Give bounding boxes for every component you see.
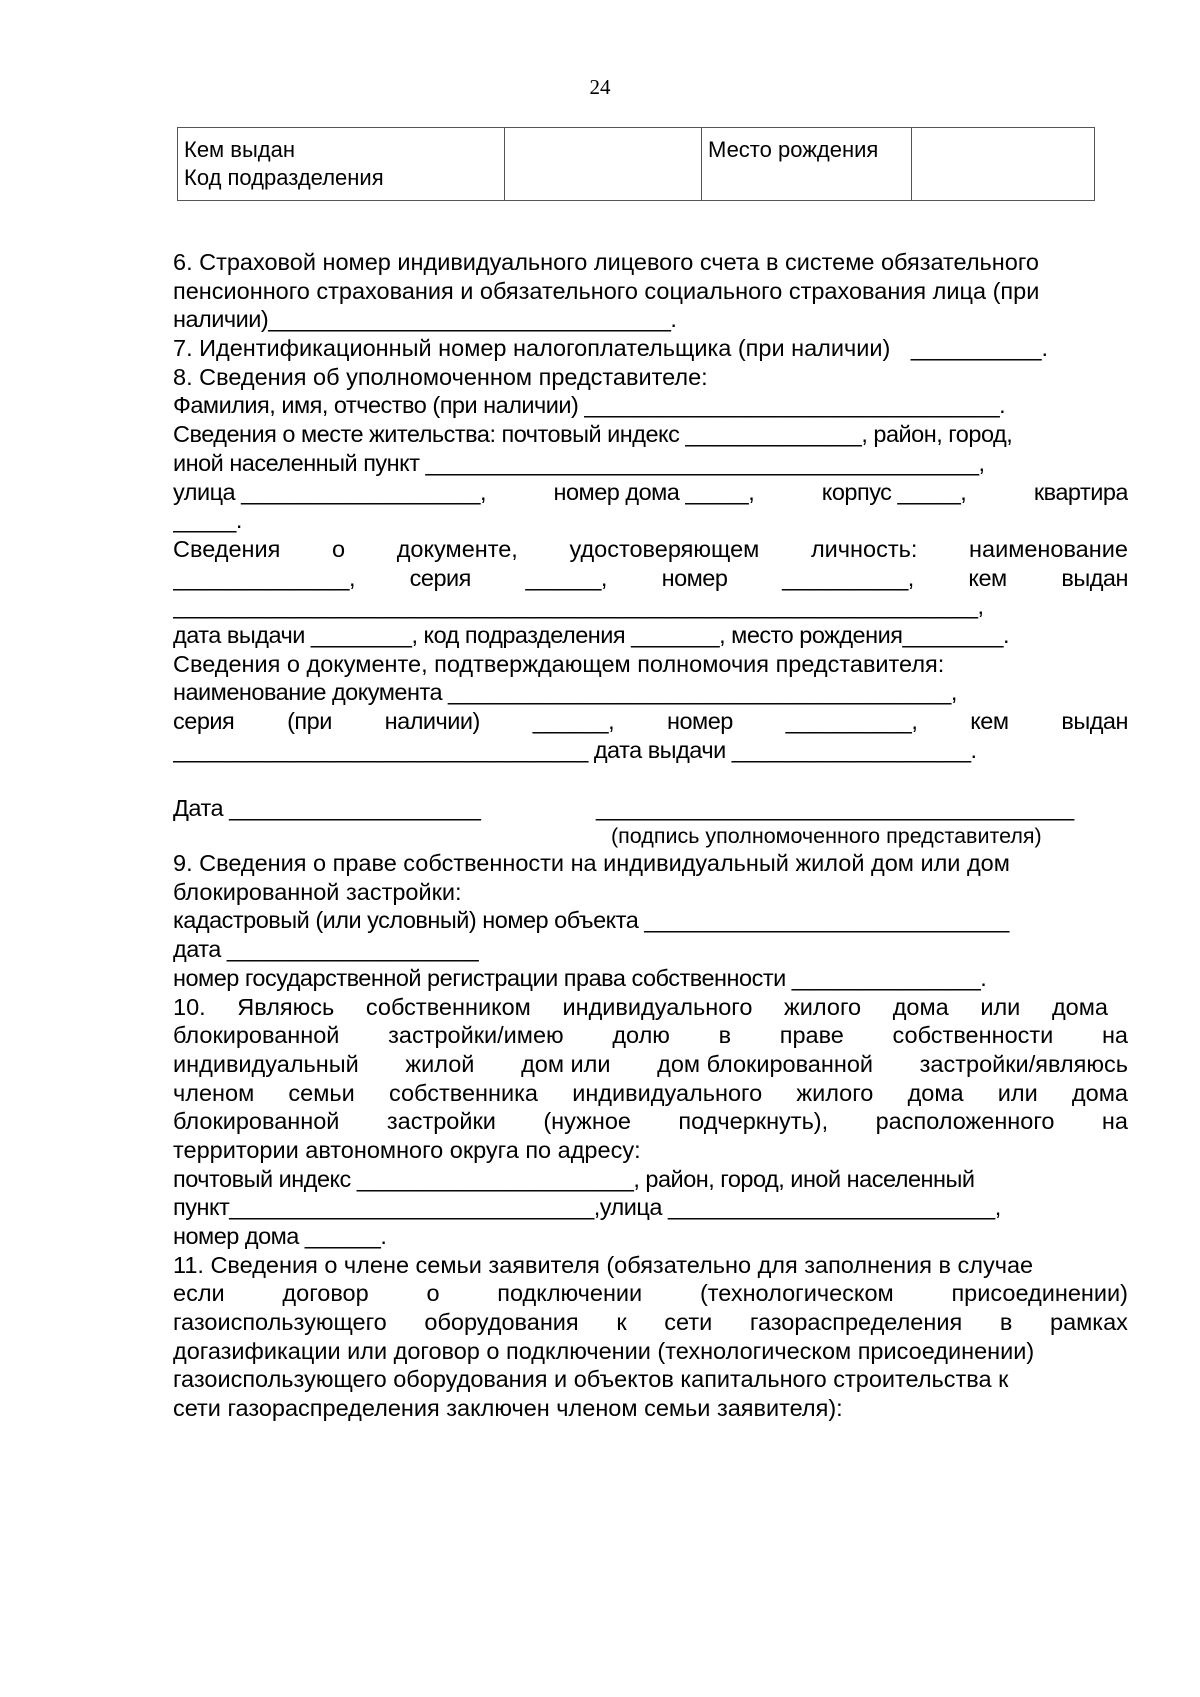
apartment-field[interactable]: _____. (173, 507, 242, 534)
word: присоединении) (951, 1280, 1128, 1307)
application-form-body (173, 248, 1148, 1423)
doc-issue-details-line[interactable]: дата выдачи ________, код подразделения _______, место рождения________. (173, 621, 1010, 648)
section-11-line: догазификации или договор о подключении (технологическом присоединении) (173, 1337, 1035, 1364)
apartment-label: квартира (1033, 478, 1128, 505)
word: подчеркнуть), (678, 1108, 829, 1135)
word: или (997, 1079, 1038, 1106)
word: рамках (1050, 1309, 1128, 1336)
word: договор (282, 1280, 369, 1307)
birthplace-value-cell[interactable] (912, 128, 1095, 201)
word: о (426, 1280, 440, 1307)
word: (технологическом (699, 1280, 894, 1307)
word: серия (173, 708, 235, 734)
word: праве (779, 1022, 844, 1049)
word: дома (907, 1079, 964, 1106)
word: семьи (288, 1079, 355, 1106)
authority-issue-line[interactable]: _________________________________ дата выдачи ___________________. (173, 736, 977, 763)
snils-field[interactable]: наличии)________________________________. (173, 306, 677, 333)
passport-details-table (177, 127, 1095, 201)
word: индивидуального (562, 993, 753, 1020)
word: выдан (1061, 564, 1128, 591)
word: дома (1071, 1079, 1128, 1106)
inn-label: 7. Идентификационный номер налогоплательщика (при наличии) (173, 335, 891, 362)
word: блокированной (173, 1108, 340, 1135)
property-house-number-field[interactable]: номер дома ______. (173, 1223, 387, 1249)
representative-address-line[interactable]: Сведения о месте жительства: почтовый индекс ______________, район, город, (173, 421, 1013, 448)
doc-series-field[interactable]: ______, (525, 564, 607, 591)
word: или (980, 993, 1021, 1020)
word: жилой (405, 1050, 475, 1077)
word: наименование (969, 535, 1128, 562)
word: к (616, 1309, 627, 1336)
section-8-representative (173, 363, 1148, 849)
word: собственности (892, 1022, 1054, 1049)
signature-field[interactable]: ______________________________________ (596, 795, 1074, 822)
word: о (332, 535, 346, 562)
section-10-line (173, 1107, 1128, 1136)
issued-by-value-cell[interactable] (505, 128, 702, 201)
division-code-label: Код подразделения (184, 165, 384, 190)
inn-field[interactable]: __________. (910, 335, 1049, 362)
street-field[interactable]: улица ___________________, (173, 478, 486, 505)
section-11-line: 11. Сведения о члене семьи заявителя (обязательно для заполнения в случае (173, 1251, 1034, 1278)
identity-doc-line (173, 535, 1128, 564)
word: газораспределения (749, 1309, 963, 1336)
word: застройки (386, 1108, 496, 1135)
word: членом (173, 1079, 255, 1106)
word: кем (968, 564, 1007, 591)
authority-series-field[interactable]: ______, (532, 708, 615, 734)
word: удостоверяющем (569, 535, 760, 562)
section-11-line (173, 1308, 1128, 1337)
issued-by-cell (178, 128, 505, 201)
word: (нужное (543, 1108, 631, 1135)
section-9-ownership (173, 849, 1148, 992)
word: Сведения (173, 535, 281, 562)
section-11-line: сети газораспределения заключен членом семьи заявителя): (173, 1395, 843, 1422)
word: индивидуального (572, 1079, 763, 1106)
authority-number-field[interactable]: __________, (785, 708, 918, 734)
house-field[interactable]: номер дома _____, (553, 478, 755, 505)
word: на (1101, 1108, 1128, 1135)
word: личность: (810, 535, 918, 562)
word: кем (970, 708, 1009, 734)
word: Являюсь (237, 993, 335, 1020)
word: оборудования (424, 1309, 579, 1336)
word: номер (661, 564, 728, 591)
signature-row (173, 794, 1148, 823)
section-9-line: 9. Сведения о праве собственности на индивидуальный жилой дом или дом (173, 850, 1010, 877)
section-6-line: 6. Страховой номер индивидуального лицевого счета в системе обязательного (173, 249, 1039, 275)
birthplace-label: Место рождения (708, 137, 879, 162)
word: в (999, 1309, 1013, 1336)
birthplace-cell (702, 128, 912, 201)
word: газоиспользующего (173, 1309, 387, 1336)
word: собственника (388, 1079, 539, 1106)
cadastral-number-field[interactable]: кадастровый (или условный) номер объекта _____________________________ (173, 907, 1009, 934)
signature-caption: (подпись уполномоченного представителя) (611, 824, 1042, 849)
section-10-line (173, 1079, 1128, 1108)
section-10-line: территории автономного округа по адресу: (173, 1136, 641, 1163)
section-6-line: пенсионного страхования и обязательного социального страхования лица (при (173, 277, 1040, 304)
section-9-line: блокированной застройки: (173, 878, 462, 905)
word: 10. (173, 993, 206, 1020)
word: дом блокированной (657, 1050, 874, 1077)
authority-doc-title: Сведения о документе, подтверждающем полномочия представителя: (173, 650, 945, 677)
word: дома (1051, 993, 1108, 1020)
word: серия (409, 564, 471, 591)
authority-doc-name-field[interactable]: наименование документа ________________________________________, (173, 679, 957, 706)
word: блокированной (173, 1022, 340, 1049)
representative-fio-field[interactable]: Фамилия, имя, отчество (при наличии) _________________________________. (173, 392, 1006, 419)
section-7-inn (173, 334, 1128, 363)
section-10-line (173, 993, 1108, 1022)
section-11-line (173, 1279, 1128, 1308)
word: дом или (521, 1050, 611, 1077)
building-field[interactable]: корпус _____, (821, 478, 967, 505)
representative-street-line[interactable] (173, 478, 1128, 507)
section-10-line (173, 1050, 1128, 1079)
doc-issued-by-field[interactable]: ________________________________________________________________, (173, 593, 984, 620)
identity-doc-series-line[interactable] (173, 564, 1128, 593)
page-number: 24 (589, 75, 611, 99)
word: дома (892, 993, 949, 1020)
ownership-date-field[interactable]: дата ____________________ (173, 936, 479, 963)
word: застройки/имею (388, 1022, 564, 1049)
word: долю (612, 1022, 670, 1049)
word: на (1101, 1022, 1128, 1049)
word: жилого (784, 993, 862, 1020)
word: номер (666, 708, 733, 734)
word: подключении (497, 1280, 643, 1307)
doc-number-field[interactable]: __________, (782, 564, 914, 591)
section-11-line: газоиспользующего оборудования и объектов капитального строительства к (173, 1366, 1009, 1393)
section-6-snils (173, 248, 1148, 334)
word: (при (287, 708, 332, 734)
section-8-title: 8. Сведения об уполномоченном представителе: (173, 363, 708, 390)
word: наличии) (384, 708, 480, 734)
word: документе, (396, 535, 518, 562)
word: в (718, 1022, 732, 1049)
word: выдан (1061, 708, 1128, 734)
word: индивидуальный (173, 1050, 359, 1077)
section-10-owner-status (173, 993, 1148, 1251)
date-field[interactable]: Дата ____________________ (173, 795, 481, 822)
issued-by-label: Кем выдан (184, 137, 296, 162)
section-10-line (173, 1021, 1128, 1050)
registration-number-field[interactable]: номер государственной регистрации права собственности _______________. (173, 964, 987, 991)
word: жилого (796, 1079, 874, 1106)
section-11-family-member (173, 1251, 1148, 1423)
word: сети (664, 1309, 713, 1336)
word: собственником (365, 993, 531, 1020)
doc-name-field[interactable]: ______________, (173, 564, 356, 591)
word: расположенного (875, 1108, 1055, 1135)
word: если (173, 1280, 225, 1307)
word: застройки/являюсь (919, 1050, 1128, 1077)
representative-locality-field[interactable]: иной населенный пункт ____________________________________________, (173, 449, 985, 476)
authority-doc-series-line[interactable] (173, 707, 1128, 736)
property-postcode-line[interactable]: почтовый индекс ______________________, район, город, иной населенный (173, 1165, 975, 1192)
property-locality-street-field[interactable]: пункт_____________________________,улица __________________________, (173, 1194, 1001, 1221)
